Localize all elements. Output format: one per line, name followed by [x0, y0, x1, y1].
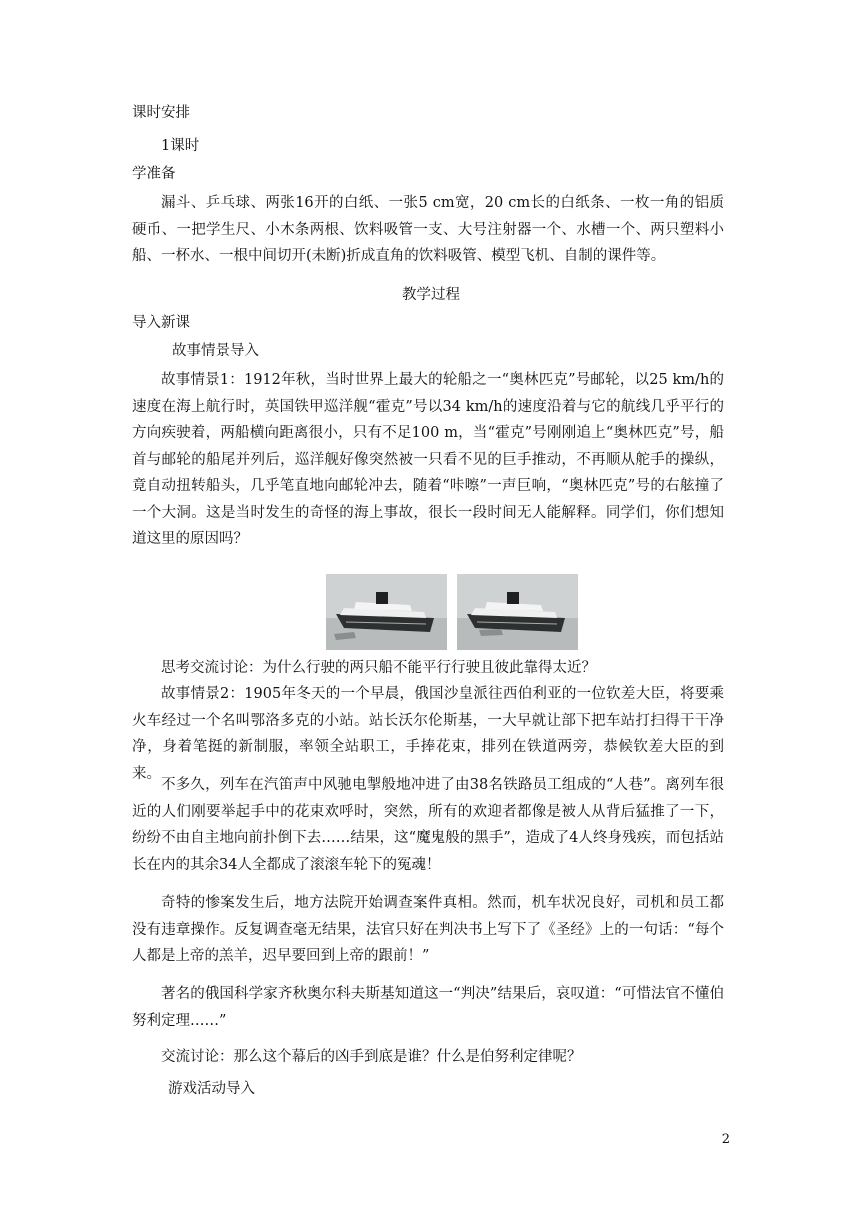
heading-process: 教学过程: [402, 287, 460, 303]
sub-game-intro: 游戏活动导入: [168, 1081, 255, 1097]
heading-schedule: 课时安排: [132, 105, 190, 121]
story2-paragraph: 故事情景2：1905年冬天的一个早晨，俄国沙皇派往西伯利亚的一位钦差大臣，将要乘火车经过一个名叫鄂洛多克的小站。站长沃尔伦斯基，一大早就让部下把车站打扫得干干净净，身着笔挺的新制服，率领全站职工，手捧花束，排列在铁道两旁，恭候钦差大臣的到来。: [132, 686, 724, 782]
discuss2-paragraph: 交流讨论：那么这个幕后的凶手到底是谁？什么是伯努利定律呢？: [161, 1049, 582, 1065]
story1-paragraph: 故事情景1：1912年秋，当时世界上最大的轮船之一“奥林匹克”号邮轮，以25 km/h的速度在海上航行时，英国铁甲巡洋舰“霍克”号以34 km/h的速度沿着与它的航线几乎平行的方向疾驶着，两船横向距离很小，只有不足100 m，当“霍克”号刚刚追上“奥林匹克”号，船首与邮轮的船尾并列后，巡洋舰好像突然被一只看不见的巨手推动，不再顺从舵手的操纵，竟自动扭转船头，几乎笔直地向邮轮冲去，随着“咔嚓”一声巨响，“奥林匹克”号的右舷撞了一个大洞。这是当时发生的奇怪的海上事故，很长一段时间无人能解释。同学们，你们想知道这里的原因吗？: [132, 372, 724, 547]
page-number: 2: [721, 1132, 730, 1147]
story2b-paragraph: 不多久，列车在汽笛声中风驰电掣般地冲进了由38名铁路员工组成的“人巷”。离列车很近的人们刚要举起手中的花束欢呼时，突然，所有的欢迎者都像是被人从背后猛推了一下，纷纷不由自主地向前扑倒下去……结果，这“魔鬼般的黑手”，造成了4人终身残疾，而包括站长在内的其余34人全都成了滚滚车轮下的冤魂！: [132, 777, 724, 873]
schedule-value: 1课时: [161, 138, 200, 154]
story2d-paragraph: 著名的俄国科学家齐秋奥尔科夫斯基知道这一“判决”结果后，哀叹道：“可惜法官不懂伯努利定理……”: [132, 986, 724, 1029]
ship-image-right: [457, 574, 578, 650]
sub-story-intro: 故事情景导入: [172, 343, 259, 359]
prep-paragraph: 漏斗、乒乓球、两张16开的白纸、一张5 cm宽，20 cm长的白纸条、一枚一角的铝质硬币、一把学生尺、小木条两根、饮料吸管一支、大号注射器一个、水槽一个、两只塑料小船、一杯水、一根中间切开(未断)折成直角的饮料吸管、模型飞机、自制的课件等。: [132, 195, 724, 264]
story2c-paragraph: 奇特的惨案发生后，地方法院开始调查案件真相。然而，机车状况良好，司机和员工都没有违章操作。反复调查毫无结果，法官只好在判决书上写下了《圣经》上的一句话：“每个人都是上帝的羔羊，迟早要回到上帝的跟前！”: [132, 895, 724, 964]
heading-prep: 学准备: [132, 166, 176, 182]
discuss1-paragraph: 思考交流讨论：为什么行驶的两只船不能平行行驶且彼此靠得太近？: [161, 660, 596, 676]
ship-image-left: [326, 574, 447, 650]
ship-image-pair: [326, 574, 578, 650]
heading-intro: 导入新课: [132, 315, 190, 331]
